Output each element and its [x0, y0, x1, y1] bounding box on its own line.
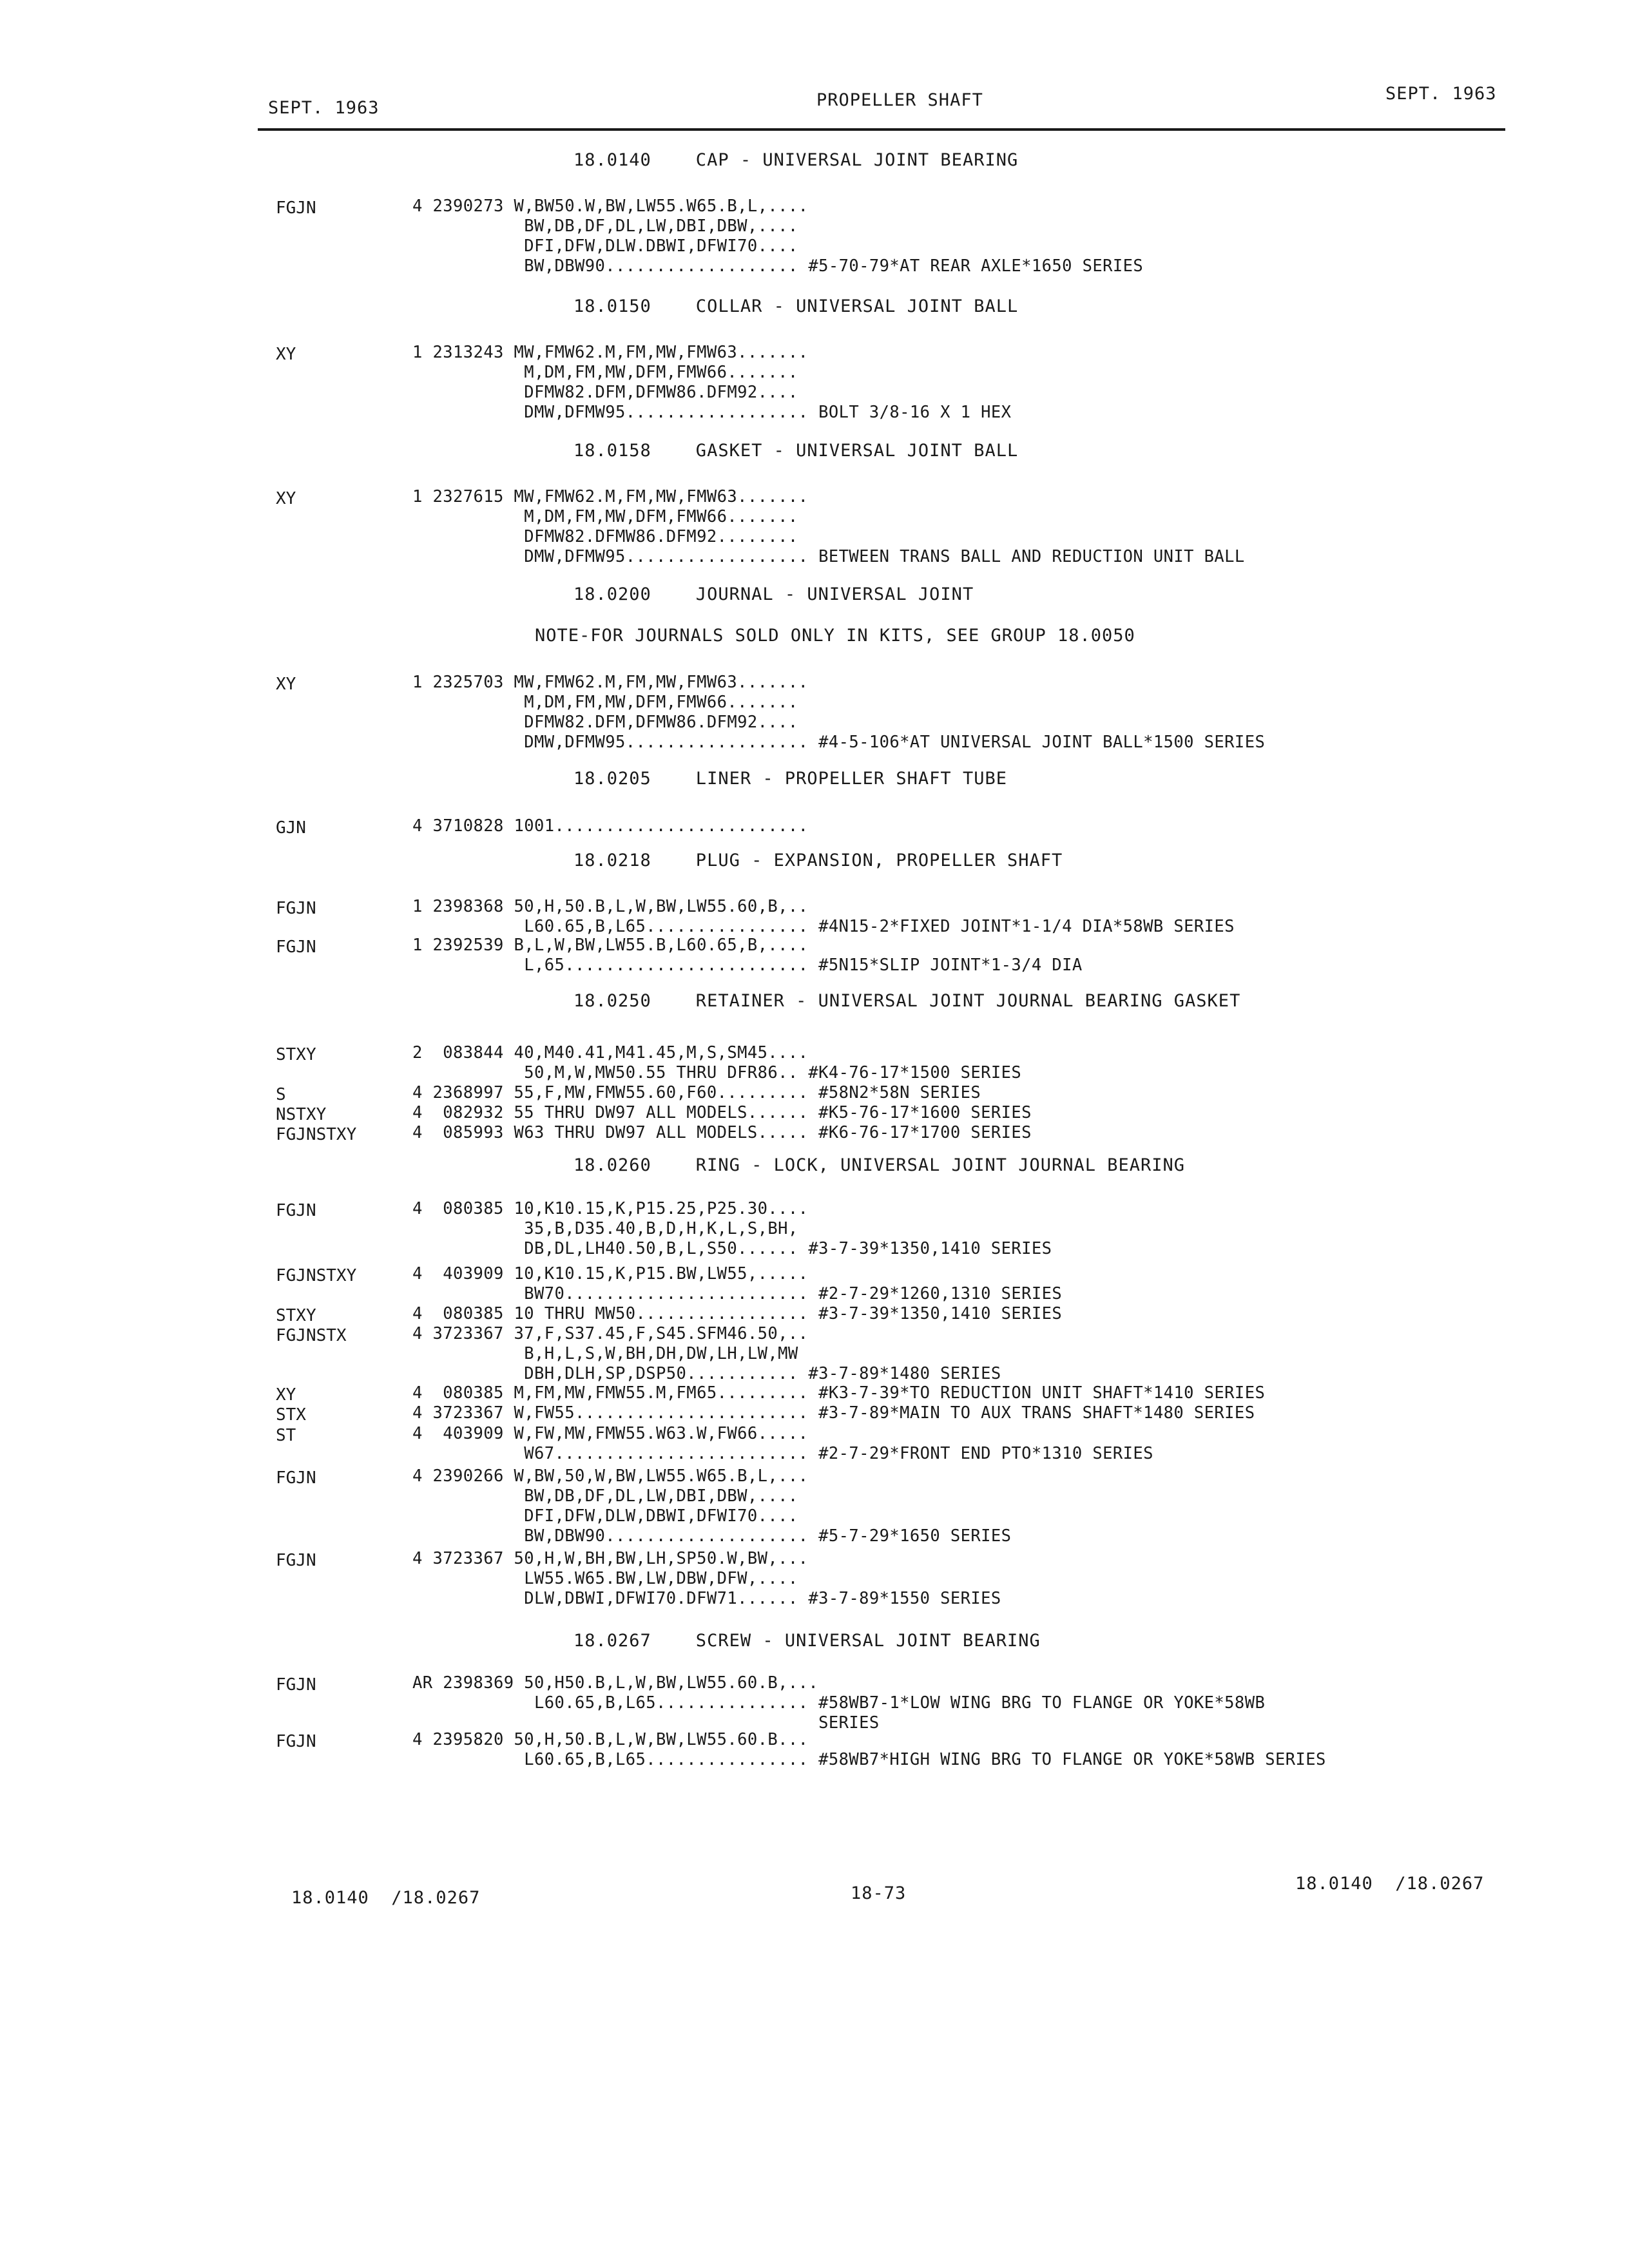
model-codes: STX: [276, 1405, 306, 1425]
part-line: DFMW82.DFM,DFMW86.DFM92....: [412, 383, 798, 402]
part-line: M,DM,FM,MW,DFM,FMW66.......: [412, 363, 798, 382]
part-line: 2 083844 40,M40.41,M41.45,M,S,SM45....: [412, 1043, 809, 1062]
part-line: 1 2325703 MW,FMW62.M,FM,MW,FMW63.......: [412, 673, 809, 692]
header-right-date: SEPT. 1963: [1385, 84, 1497, 104]
part-line: AR 2398369 50,H50.B,L,W,BW,LW55.60.B,...: [412, 1673, 819, 1693]
model-codes: FGJN: [276, 1551, 316, 1570]
model-codes: FGJNSTX: [276, 1326, 347, 1345]
part-line: SERIES: [412, 1713, 880, 1733]
part-line: 4 403909 W,FW,MW,FMW55.W63.W,FW66.....: [412, 1424, 809, 1443]
model-codes: FGJN: [276, 937, 316, 957]
section-heading: 18.0140 CAP - UNIVERSAL JOINT BEARING: [574, 150, 1019, 170]
part-line: 4 3723367 50,H,W,BH,BW,LH,SP50.W,BW,...: [412, 1549, 809, 1568]
section-heading: 18.0205 LINER - PROPELLER SHAFT TUBE: [574, 769, 1007, 789]
model-codes: XY: [276, 345, 296, 364]
part-line: BW70........................ #2-7-29*1260,1310 SERIES: [412, 1284, 1063, 1303]
part-line: L60.65,B,L65............... #58WB7-1*LOW WING BRG TO FLANGE OR YOKE*58WB: [412, 1693, 1266, 1713]
part-line: BW,DBW90................... #5-70-79*AT REAR AXLE*1650 SERIES: [412, 256, 1144, 276]
model-codes: S: [276, 1085, 286, 1104]
model-codes: XY: [276, 1385, 296, 1405]
part-line: 4 080385 10 THRU MW50................. #3-7-39*1350,1410 SERIES: [412, 1304, 1063, 1323]
part-line: 4 3723367 37,F,S37.45,F,S45.SFM46.50,..: [412, 1324, 809, 1343]
part-line: DFI,DFW,DLW,DBWI,DFWI70....: [412, 1506, 798, 1526]
part-line: DFI,DFW,DLW.DBWI,DFWI70....: [412, 236, 798, 256]
part-line: BW,DB,DF,DL,LW,DBI,DBW,....: [412, 216, 798, 236]
model-codes: NSTXY: [276, 1105, 327, 1124]
part-line: 4 2390266 W,BW,50,W,BW,LW55.W65.B,L,...: [412, 1466, 809, 1486]
part-line: 35,B,D35.40,B,D,H,K,L,S,BH,: [412, 1219, 798, 1238]
model-codes: FGJN: [276, 1201, 316, 1220]
model-codes: XY: [276, 489, 296, 508]
part-line: 4 082932 55 THRU DW97 ALL MODELS...... #K5-76-17*1600 SERIES: [412, 1103, 1032, 1122]
model-codes: FGJN: [276, 1732, 316, 1751]
footer-left-range: 18.0140 /18.0267: [291, 1888, 481, 1908]
model-codes: XY: [276, 675, 296, 694]
part-line: 4 2390273 W,BW50.W,BW,LW55.W65.B,L,....: [412, 197, 809, 216]
model-codes: FGJNSTXY: [276, 1266, 357, 1285]
model-codes: STXY: [276, 1045, 316, 1064]
part-line: B,H,L,S,W,BH,DH,DW,LH,LW,MW: [412, 1344, 798, 1363]
part-line: L60.65,B,L65................ #4N15-2*FIXED JOINT*1-1/4 DIA*58WB SERIES: [412, 917, 1235, 936]
section-heading: 18.0200 JOURNAL - UNIVERSAL JOINT: [574, 584, 974, 604]
model-codes: FGJN: [276, 1468, 316, 1488]
part-line: M,DM,FM,MW,DFM,FMW66.......: [412, 507, 798, 526]
part-line: 1 2392539 B,L,W,BW,LW55.B,L60.65,B,....: [412, 936, 809, 955]
section-heading: 18.0260 RING - LOCK, UNIVERSAL JOINT JOURNAL BEARING: [574, 1155, 1186, 1175]
model-codes: FGJN: [276, 198, 316, 218]
part-line: W67......................... #2-7-29*FRONT END PTO*1310 SERIES: [412, 1444, 1153, 1463]
part-line: BW,DB,DF,DL,LW,DBI,DBW,....: [412, 1486, 798, 1506]
part-line: 4 3723367 W,FW55....................... #3-7-89*MAIN TO AUX TRANS SHAFT*1480 SERIES: [412, 1403, 1255, 1423]
part-line: M,DM,FM,MW,DFM,FMW66.......: [412, 693, 798, 712]
model-codes: STXY: [276, 1306, 316, 1325]
part-line: 4 2395820 50,H,50.B,L,W,BW,LW55.60.B...: [412, 1730, 809, 1749]
part-line: DBH,DLH,SP,DSP50........... #3-7-89*1480 SERIES: [412, 1364, 1001, 1383]
part-line: L60.65,B,L65................ #58WB7*HIGH WING BRG TO FLANGE OR YOKE*58WB SERIES: [412, 1750, 1326, 1769]
model-codes: FGJNSTXY: [276, 1125, 357, 1144]
part-line: 4 080385 M,FM,MW,FMW55.M,FM65......... #K3-7-39*TO REDUCTION UNIT SHAFT*1410 SERIES: [412, 1383, 1266, 1403]
part-line: L,65........................ #5N15*SLIP JOINT*1-3/4 DIA: [412, 956, 1083, 975]
part-line: 4 080385 10,K10.15,K,P15.25,P25.30....: [412, 1199, 809, 1218]
section-heading: 18.0250 RETAINER - UNIVERSAL JOINT JOURNAL BEARING GASKET: [574, 991, 1241, 1011]
header-rule: [258, 128, 1505, 131]
part-line: LW55.W65.BW,LW,DBW,DFW,....: [412, 1569, 798, 1588]
part-line: 1 2327615 MW,FMW62.M,FM,MW,FMW63.......: [412, 487, 809, 506]
page-title: PROPELLER SHAFT: [816, 90, 983, 110]
part-line: 4 403909 10,K10.15,K,P15.BW,LW55,.....: [412, 1264, 809, 1283]
model-codes: GJN: [276, 818, 306, 838]
part-line: DFMW82.DFMW86.DFM92........: [412, 527, 798, 546]
part-line: 1 2398368 50,H,50.B,L,W,BW,LW55.60,B,..: [412, 897, 809, 916]
section-heading: 18.0158 GASKET - UNIVERSAL JOINT BALL: [574, 441, 1019, 461]
footer-page-number: 18-73: [851, 1883, 907, 1903]
model-codes: ST: [276, 1426, 296, 1445]
part-line: DMW,DFMW95.................. #4-5-106*AT UNIVERSAL JOINT BALL*1500 SERIES: [412, 733, 1266, 752]
part-line: 4 2368997 55,F,MW,FMW55.60,F60......... #58N2*58N SERIES: [412, 1083, 981, 1102]
footer-right-range: 18.0140 /18.0267: [1295, 1874, 1485, 1894]
part-line: 4 085993 W63 THRU DW97 ALL MODELS..... #K6-76-17*1700 SERIES: [412, 1123, 1032, 1142]
model-codes: FGJN: [276, 1675, 316, 1695]
section-heading: 18.0218 PLUG - EXPANSION, PROPELLER SHAFT: [574, 850, 1063, 870]
part-line: DLW,DBWI,DFWI70.DFW71...... #3-7-89*1550 SERIES: [412, 1589, 1001, 1608]
header-left-date: SEPT. 1963: [268, 98, 380, 118]
model-codes: FGJN: [276, 899, 316, 918]
section-note: NOTE-FOR JOURNALS SOLD ONLY IN KITS, SEE GROUP 18.0050: [535, 626, 1135, 646]
part-line: BW,DBW90.................... #5-7-29*1650 SERIES: [412, 1526, 1012, 1546]
part-line: DB,DL,LH40.50,B,L,S50...... #3-7-39*1350,1410 SERIES: [412, 1239, 1052, 1258]
part-line: 1 2313243 MW,FMW62.M,FM,MW,FMW63.......: [412, 343, 809, 362]
part-line: DMW,DFMW95.................. BOLT 3/8-16 X 1 HEX: [412, 403, 1012, 422]
part-line: 4 3710828 1001.........................: [412, 816, 809, 836]
section-heading: 18.0267 SCREW - UNIVERSAL JOINT BEARING: [574, 1631, 1041, 1651]
part-line: 50,M,W,MW50.55 THRU DFR86.. #K4-76-17*1500 SERIES: [412, 1063, 1022, 1082]
section-heading: 18.0150 COLLAR - UNIVERSAL JOINT BALL: [574, 296, 1019, 316]
part-line: DFMW82.DFM,DFMW86.DFM92....: [412, 713, 798, 732]
part-line: DMW,DFMW95.................. BETWEEN TRANS BALL AND REDUCTION UNIT BALL: [412, 547, 1245, 566]
